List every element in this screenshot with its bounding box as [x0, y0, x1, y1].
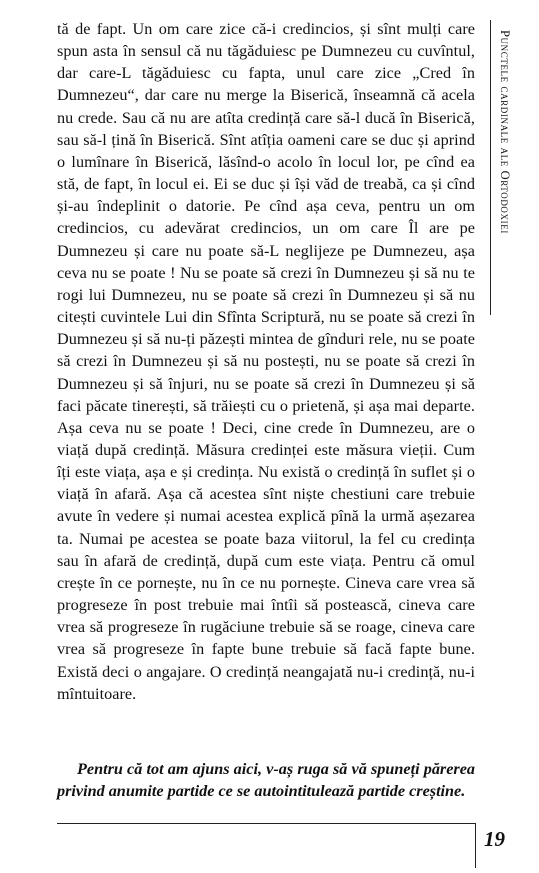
footer-vertical-rule	[475, 823, 476, 868]
body-text	[57, 18, 475, 705]
running-head-rule	[490, 20, 491, 315]
interview-question: Pentru că tot am ajuns aici, v-aș ruga să vă spuneți părerea privind anumite partide ce se autointitulează partide creștine.	[57, 760, 475, 801]
running-head: Punctele cardinale ale Ortodoxiei	[498, 30, 512, 234]
body-paragraph: tă de fapt. Un om care zice că-i credincios, și sînt mulți care spun asta în sensul că nu tăgăduiesc pe Dumnezeu cu cuvîntul, dar care-L tăgăduiesc cu fapta, unul care zice „Cred în Dumnezeu“, dar care nu merge la Biserică, înseamnă că acela nu crede. Sau că nu are atîta credință care să-l ducă în Biserică, sau să-l țină în Biserică. Sînt atîția oameni care se duc și aprind o lumînare în Biserică, lăsînd-o acolo în locul lor, pe cînd ea stă, de fapt, în locul ei. Ei se duc și își văd de treabă, ca și cînd și-au îndeplinit o datorie. Pe cînd așa ceva, pentru un om credincios, cu adevărat credincios, un om care Îl are pe Dumnezeu și care nu poate să-L neglijeze pe Dumnezeu, așa ceva nu se poate ! Nu se poate să crezi în Dumnezeu și să nu te rogi lui Dumnezeu, nu se poate să crezi în Dumnezeu și să nu citești cuvintele Lui din Sfînta Scriptură, nu se poate să crezi în Dumnezeu și să nu-ți păzești mintea de gînduri rele, nu se poate să crezi în Dumnezeu și să nu postești, nu se poate să crezi în Dumnezeu și să înjuri, nu se poate să crezi în Dumnezeu și să faci păcate tinerești, să trăiești cu o prietenă, și așa mai departe. Așa ceva nu se poate ! Deci, cine crede în Dumnezeu, are o viață după credință. Măsura credinței este măsura vieții. Cum îți este viața, așa e și credința. Nu există o credință în suflet și o viață în afară. Așa că acestea sînt niște chestiuni care trebuie avute în vedere și numai acestea explică pînă la urmă așezarea ta. Numai pe acestea se poate baza viitorul, la fel cu credința sau în afară de credință, după cum este viața. Pentru că omul crește în ce pornește, nu în ce nu pornește. Cineva care vrea să progreseze în post trebuie mai întîi să postească, cineva care vrea să progreseze în rugăciune trebuie să se roage, cineva care vrea să progreseze în fapte bune trebuie să facă fapte bune. Există deci o angajare. O credință neangajată nu-i credință, nu-i mîntuitoare.	[57, 20, 475, 703]
footer-rule	[57, 823, 475, 824]
page-number: 19	[484, 827, 505, 851]
